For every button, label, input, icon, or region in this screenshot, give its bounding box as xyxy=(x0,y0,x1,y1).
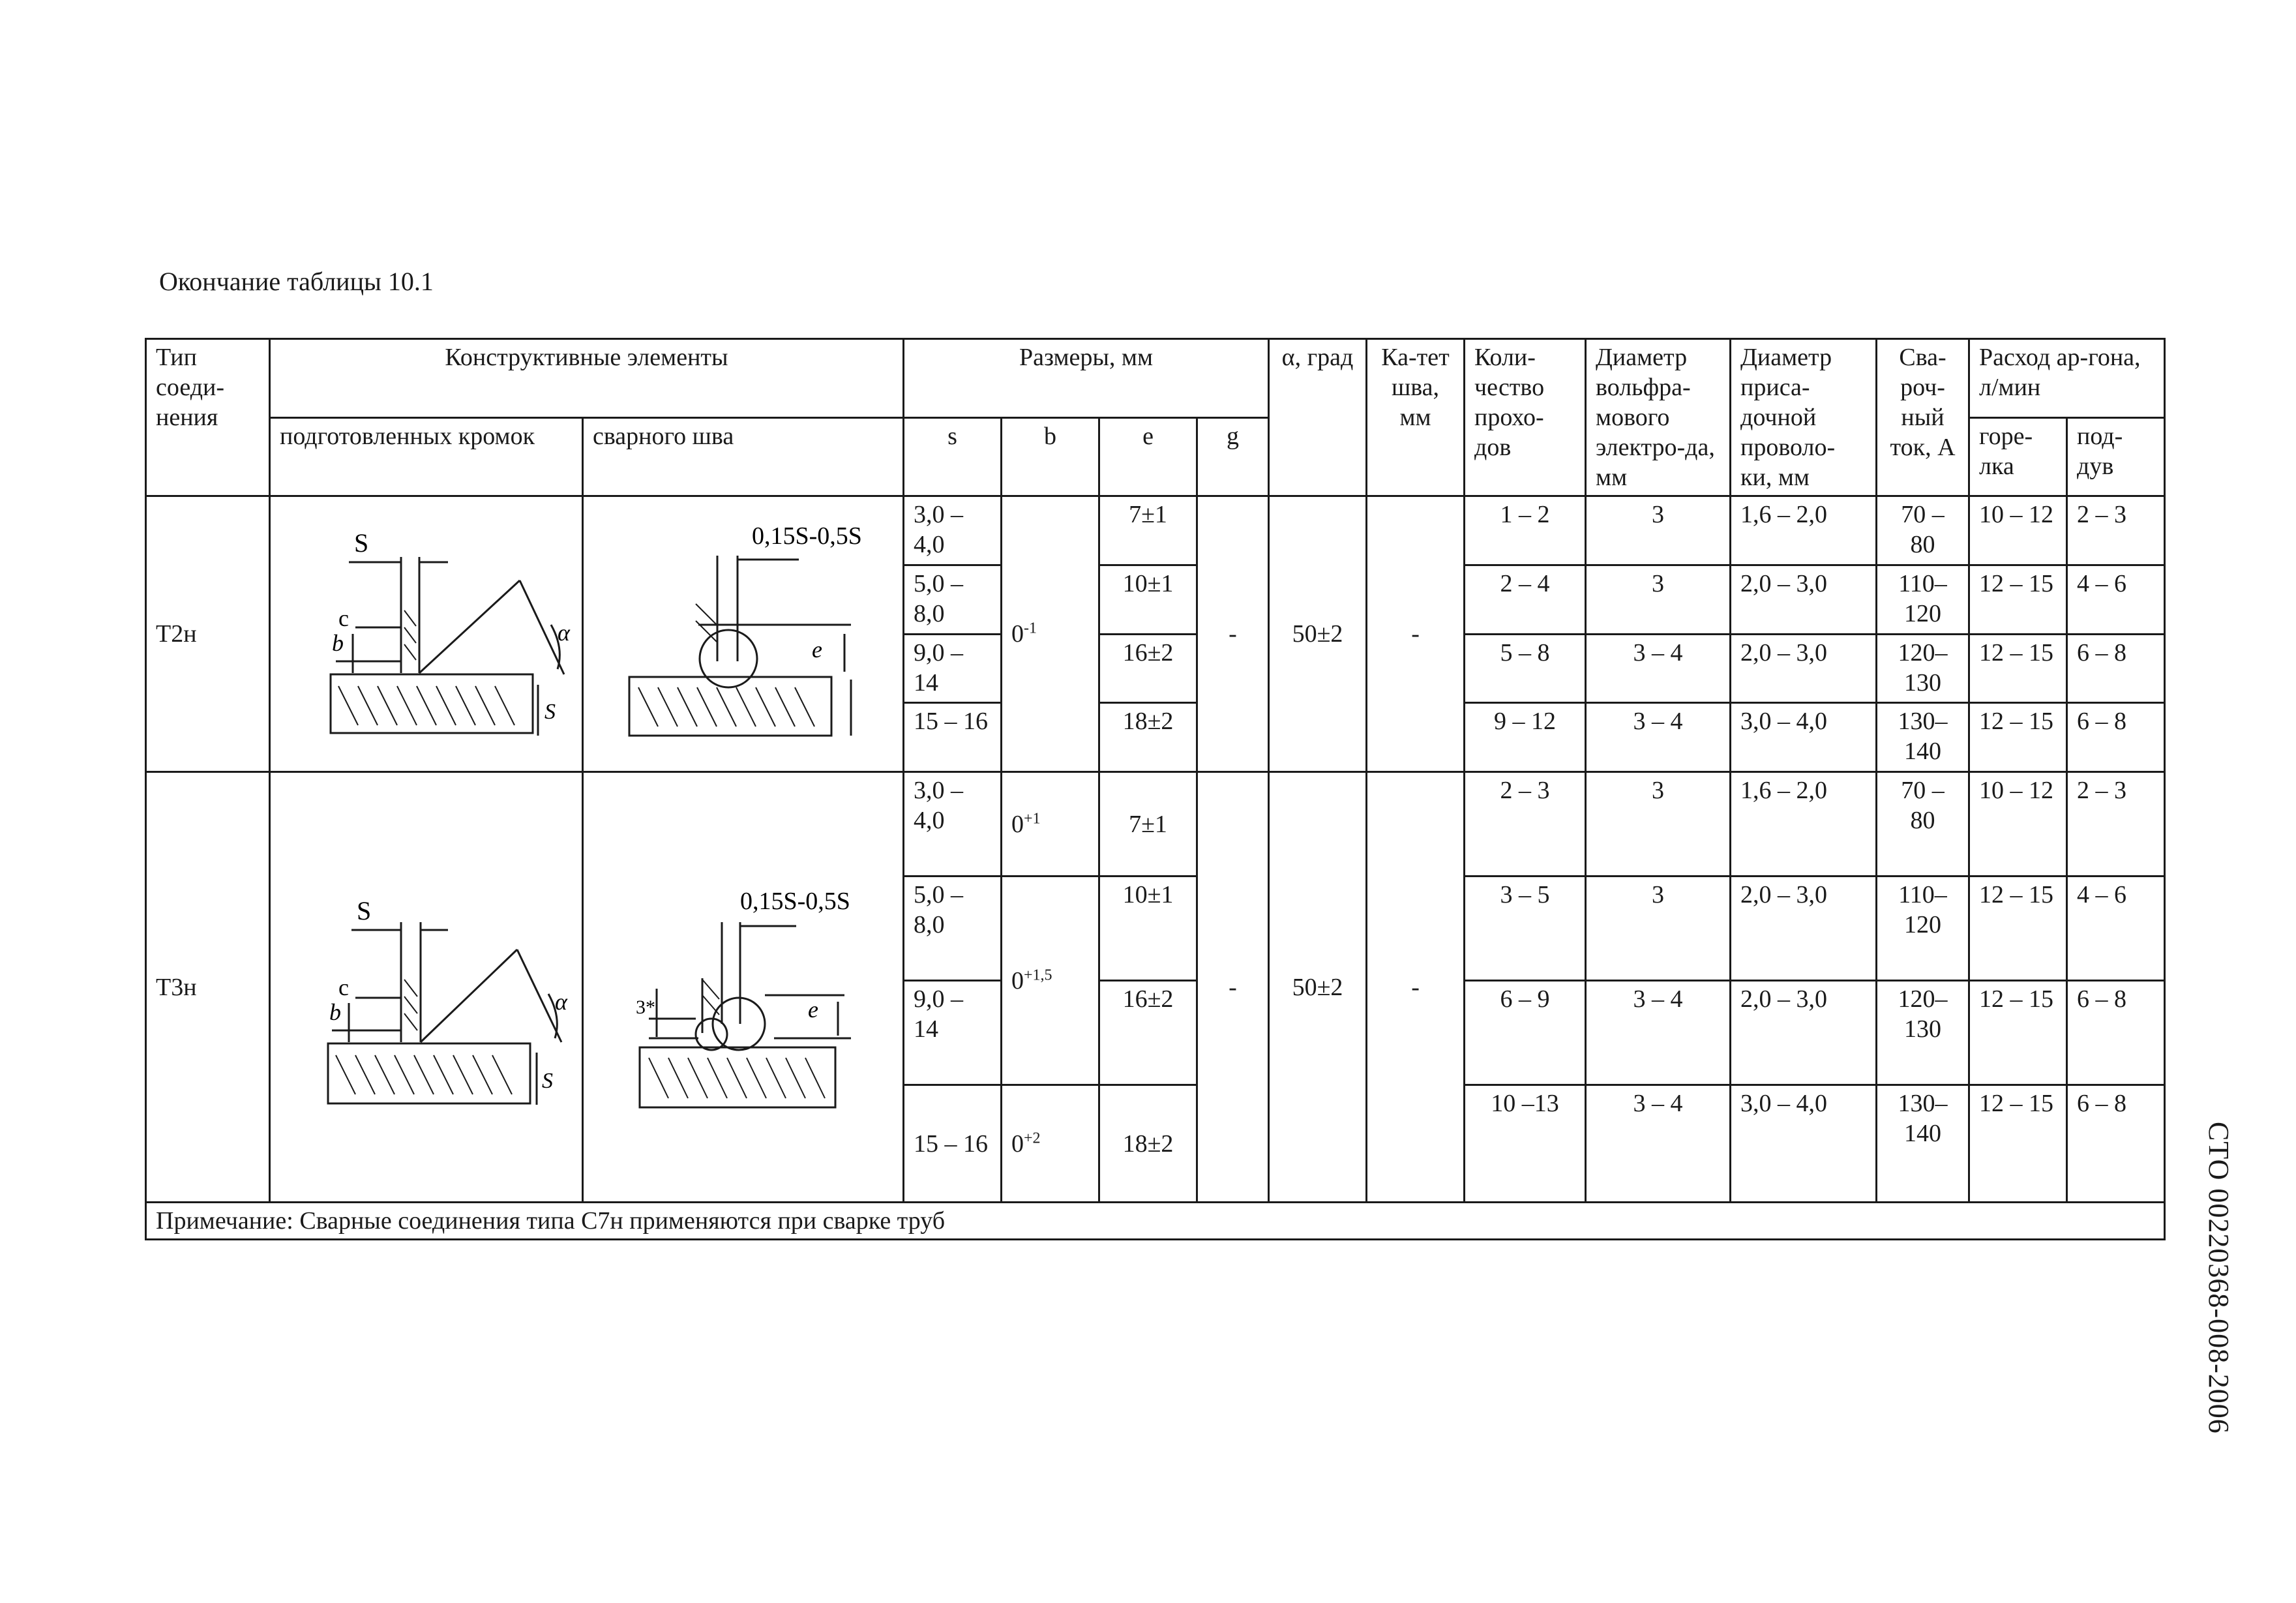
edge-drawing-t2 xyxy=(270,496,583,772)
edge-preparation-diagram xyxy=(271,497,584,771)
b-sup: -1 xyxy=(1024,620,1037,637)
table-row xyxy=(146,496,2165,565)
b-base: 0 xyxy=(1011,620,1024,648)
cell-purge: 6 – 8 xyxy=(2067,703,2165,772)
cell-purge: 6 – 8 xyxy=(2067,1085,2165,1203)
cell-torch: 12 – 15 xyxy=(1969,565,2067,634)
header-row-1 xyxy=(146,339,2165,418)
cell-tungsten: 3 xyxy=(1586,565,1731,634)
cell-wire: 3,0 – 4,0 xyxy=(1731,703,1877,772)
seam-drawing-t3 xyxy=(583,772,904,1203)
header-katet: Ка-тет шва, мм xyxy=(1367,339,1465,496)
header-type: Тип соеди-нения xyxy=(146,339,270,496)
header-edges: подготовленных кромок xyxy=(270,417,583,496)
cell-b xyxy=(1002,772,1099,876)
cell-purge: 6 – 8 xyxy=(2067,981,2165,1085)
header-b: b xyxy=(1002,417,1099,496)
cell-wire: 2,0 – 3,0 xyxy=(1731,876,1877,981)
cell-purge: 4 – 6 xyxy=(2067,565,2165,634)
cell-torch: 12 – 15 xyxy=(1969,703,2067,772)
cell-wire: 1,6 – 2,0 xyxy=(1731,496,1877,565)
cell-tungsten: 3 xyxy=(1586,876,1731,981)
cell-wire: 2,0 – 3,0 xyxy=(1731,981,1877,1085)
cell-alpha-t3: 50±2 xyxy=(1269,772,1367,1203)
label-alpha: α xyxy=(558,620,570,646)
cell-tungsten: 3 – 4 xyxy=(1586,634,1731,703)
label-s: S xyxy=(357,895,372,925)
cell-passes: 5 – 8 xyxy=(1465,634,1586,703)
cell-torch: 12 – 15 xyxy=(1969,1085,2067,1203)
header-g: g xyxy=(1197,417,1269,496)
cell-passes: 10 –13 xyxy=(1465,1085,1586,1203)
cell-current: 120–130 xyxy=(1877,981,1969,1085)
table-caption: Окончание таблицы 10.1 xyxy=(159,267,434,296)
cell-alpha-t2: 50±2 xyxy=(1269,496,1367,772)
cell-purge: 6 – 8 xyxy=(2067,634,2165,703)
cell-katet-t3: - xyxy=(1367,772,1465,1203)
cell-wire: 2,0 – 3,0 xyxy=(1731,565,1877,634)
label-c: c xyxy=(338,974,349,1000)
label-b: b xyxy=(329,998,341,1025)
document-code xyxy=(2198,1122,2237,1513)
edge-preparation-diagram xyxy=(271,811,584,1163)
b-sup: +1 xyxy=(1024,809,1041,827)
header-s: s xyxy=(904,417,1002,496)
header-passes: Коли-чество прохо-дов xyxy=(1465,339,1586,496)
cell-torch: 12 – 15 xyxy=(1969,876,2067,981)
cell-b xyxy=(1002,876,1099,1085)
seam-diagram xyxy=(584,497,904,771)
cell-passes: 9 – 12 xyxy=(1465,703,1586,772)
edge-drawing-t3 xyxy=(270,772,583,1203)
welding-parameters-table xyxy=(145,338,2166,1240)
cell-wire: 1,6 – 2,0 xyxy=(1731,772,1877,876)
cell-current: 70 – 80 xyxy=(1877,496,1969,565)
cell-current: 130–140 xyxy=(1877,703,1969,772)
cell-passes: 2 – 4 xyxy=(1465,565,1586,634)
header-wire: Диаметр приса-дочной проволо-ки, мм xyxy=(1731,339,1877,496)
label-alpha: α xyxy=(555,988,567,1015)
cell-s: 3,0 – 4,0 xyxy=(904,772,1002,876)
b-base: 0 xyxy=(1011,1130,1024,1158)
cell-s: 9,0 – 14 xyxy=(904,634,1002,703)
cell-wire: 2,0 – 3,0 xyxy=(1731,634,1877,703)
header-e: e xyxy=(1099,417,1197,496)
cell-passes: 3 – 5 xyxy=(1465,876,1586,981)
cell-torch: 12 – 15 xyxy=(1969,981,2067,1085)
cell-tungsten: 3 – 4 xyxy=(1586,981,1731,1085)
label-b: b xyxy=(332,630,344,656)
label-s-small: S xyxy=(544,700,556,724)
seam-diagram xyxy=(584,811,904,1163)
cell-b-t2 xyxy=(1002,496,1099,772)
cell-tungsten: 3 – 4 xyxy=(1586,703,1731,772)
cell-katet-t2: - xyxy=(1367,496,1465,772)
label-e: e xyxy=(808,996,818,1023)
cell-purge: 2 – 3 xyxy=(2067,496,2165,565)
cell-current: 130–140 xyxy=(1877,1085,1969,1203)
cell-e: 10±1 xyxy=(1099,565,1197,634)
label-s-small: S xyxy=(542,1068,553,1093)
cell-tungsten: 3 xyxy=(1586,772,1731,876)
label-s: S xyxy=(354,528,369,558)
cell-e: 10±1 xyxy=(1099,876,1197,981)
header-tungsten: Диаметр вольфра-мового электро-да, мм xyxy=(1586,339,1731,496)
cell-s: 5,0 – 8,0 xyxy=(904,876,1002,981)
cell-b xyxy=(1002,1085,1099,1203)
b-sup: +1,5 xyxy=(1024,966,1052,983)
seam-drawing-t2 xyxy=(583,496,904,772)
cell-s: 3,0 – 4,0 xyxy=(904,496,1002,565)
label-e: e xyxy=(812,637,822,663)
table-note: Примечание: Сварные соединения типа С7н применяются при сварке труб xyxy=(146,1203,2165,1240)
cell-e: 16±2 xyxy=(1099,981,1197,1085)
cell-current: 110–120 xyxy=(1877,565,1969,634)
cell-wire: 3,0 – 4,0 xyxy=(1731,1085,1877,1203)
cell-s: 15 – 16 xyxy=(904,1085,1002,1203)
cell-torch: 10 – 12 xyxy=(1969,496,2067,565)
joint-type-t3: Т3н xyxy=(146,772,270,1203)
header-current: Сва-роч-ный ток, А xyxy=(1877,339,1969,496)
joint-type-t2: Т2н xyxy=(146,496,270,772)
header-alpha: α, град xyxy=(1269,339,1367,496)
cell-passes: 6 – 9 xyxy=(1465,981,1586,1085)
b-base: 0 xyxy=(1011,966,1024,995)
cell-passes: 2 – 3 xyxy=(1465,772,1586,876)
label-c: c xyxy=(338,605,349,631)
cell-current: 110–120 xyxy=(1877,876,1969,981)
b-base: 0 xyxy=(1011,810,1024,838)
cell-s: 9,0 – 14 xyxy=(904,981,1002,1085)
cell-g-t3: - xyxy=(1197,772,1269,1203)
cell-s: 5,0 – 8,0 xyxy=(904,565,1002,634)
cell-e: 7±1 xyxy=(1099,772,1197,876)
label-3: 3* xyxy=(636,996,655,1018)
cell-e: 18±2 xyxy=(1099,703,1197,772)
label-formula: 0,15S-0,5S xyxy=(752,522,862,550)
cell-tungsten: 3 xyxy=(1586,496,1731,565)
note-row xyxy=(146,1203,2165,1240)
cell-purge: 4 – 6 xyxy=(2067,876,2165,981)
cell-current: 120–130 xyxy=(1877,634,1969,703)
cell-s: 15 – 16 xyxy=(904,703,1002,772)
header-purge: под-дув xyxy=(2067,417,2165,496)
cell-torch: 12 – 15 xyxy=(1969,634,2067,703)
cell-e: 16±2 xyxy=(1099,634,1197,703)
header-seam: сварного шва xyxy=(583,417,904,496)
cell-torch: 10 – 12 xyxy=(1969,772,2067,876)
document-code-text: СТО 00220368-008-2006 xyxy=(2203,1122,2235,1434)
cell-current: 70 – 80 xyxy=(1877,772,1969,876)
cell-tungsten: 3 – 4 xyxy=(1586,1085,1731,1203)
b-sup: +2 xyxy=(1024,1129,1041,1146)
header-argon: Расход ар-гона, л/мин xyxy=(1969,339,2165,418)
cell-g-t2: - xyxy=(1197,496,1269,772)
cell-purge: 2 – 3 xyxy=(2067,772,2165,876)
header-dims: Размеры, мм xyxy=(904,339,1269,418)
cell-passes: 1 – 2 xyxy=(1465,496,1586,565)
cell-e: 7±1 xyxy=(1099,496,1197,565)
label-formula: 0,15S-0,5S xyxy=(740,887,850,915)
header-torch: горе-лка xyxy=(1969,417,2067,496)
header-elements: Конструктивные элементы xyxy=(270,339,904,418)
table-row xyxy=(146,772,2165,876)
cell-e: 18±2 xyxy=(1099,1085,1197,1203)
